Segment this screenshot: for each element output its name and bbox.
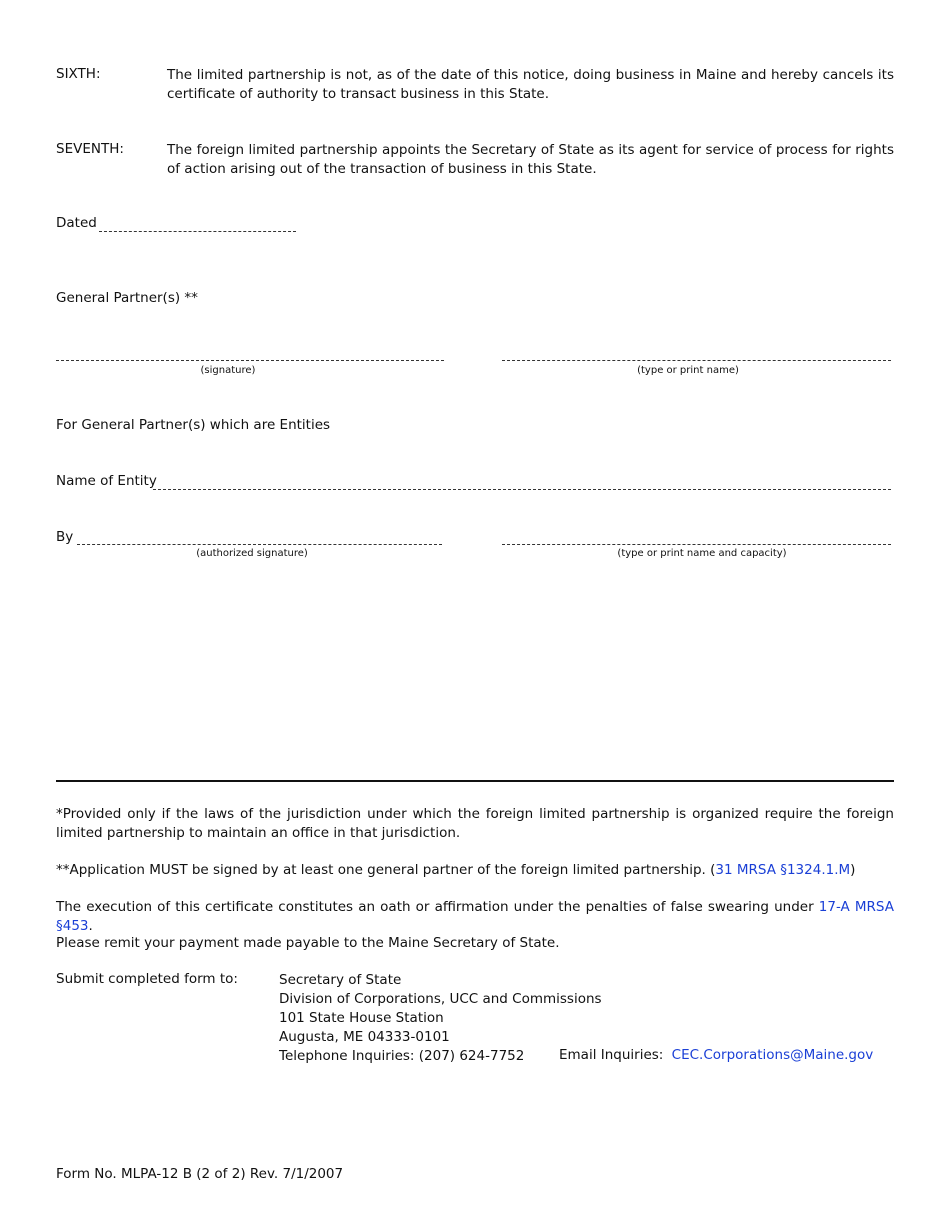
form-number: Form No. MLPA-12 B (2 of 2) Rev. 7/1/2007 — [56, 1166, 344, 1182]
dated-label: Dated — [56, 215, 97, 231]
footnote-signature-text: **Application MUST be signed by at least one general partner of the foreign limited partnership. ( — [56, 862, 716, 878]
partner-signature-field[interactable] — [56, 360, 444, 361]
email-inquiries — [559, 1046, 873, 1065]
signature-caption: (signature) — [200, 365, 256, 376]
footnote-oath — [56, 898, 894, 936]
partner-print-name-field[interactable] — [502, 360, 891, 361]
statute-link-1324[interactable]: 31 MRSA §1324.1.M — [715, 862, 851, 878]
seventh-label: SEVENTH: — [56, 141, 124, 157]
entity-name-label: Name of Entity — [56, 473, 157, 489]
submit-label: Submit completed form to: — [56, 971, 238, 987]
remit-note: Please remit your payment made payable to the Maine Secretary of State. — [56, 935, 560, 951]
entities-heading: For General Partner(s) which are Entities — [56, 417, 331, 433]
address-line-1: Secretary of State — [279, 972, 402, 988]
address-block — [279, 971, 602, 1066]
address-line-4: Augusta, ME 04333-0101 — [279, 1029, 450, 1045]
authorized-caption: (authorized signature) — [196, 548, 308, 559]
by-label: By — [56, 529, 74, 545]
footnote-oath-end: . — [88, 918, 93, 934]
address-line-2: Division of Corporations, UCC and Commissions — [279, 991, 602, 1007]
sixth-label: SIXTH: — [56, 66, 101, 82]
seventh-text: The foreign limited partnership appoints the Secretary of State as its agent for service of process for rights of action arising out of the transaction of business in this State. — [167, 142, 894, 177]
phone-inquiries: Telephone Inquiries: (207) 624-7752 — [279, 1048, 525, 1064]
section-divider — [56, 780, 894, 782]
footnote-office: *Provided only if the laws of the jurisdiction under which the foreign limited partnership is organized require the foreign limited partnership to maintain an office in that jurisdiction. — [56, 806, 894, 841]
entity-name-field[interactable] — [153, 489, 891, 490]
dated-field[interactable] — [99, 231, 296, 232]
capacity-caption: (type or print name and capacity) — [617, 548, 787, 559]
footnote-oath-text: The execution of this certificate constitutes an oath or affirmation under the penalties of false swearing under — [56, 899, 819, 915]
footnote-signature-close: ) — [850, 862, 856, 878]
general-partners-heading: General Partner(s) ** — [56, 290, 198, 306]
footnote-signature — [56, 861, 894, 880]
email-link[interactable]: CEC.Corporations@Maine.gov — [671, 1047, 874, 1063]
print-name-caption: (type or print name) — [637, 365, 739, 376]
address-line-3: 101 State House Station — [279, 1010, 444, 1026]
email-label: Email Inquiries: — [559, 1047, 664, 1063]
statute-link-453[interactable]: 17-A MRSA §453 — [56, 899, 894, 934]
authorized-signature-field[interactable] — [77, 544, 442, 545]
sixth-text: The limited partnership is not, as of the date of this notice, doing business in Maine and hereby cancels its certificate of authority to transact business in this State. — [167, 67, 894, 102]
capacity-field[interactable] — [502, 544, 891, 545]
